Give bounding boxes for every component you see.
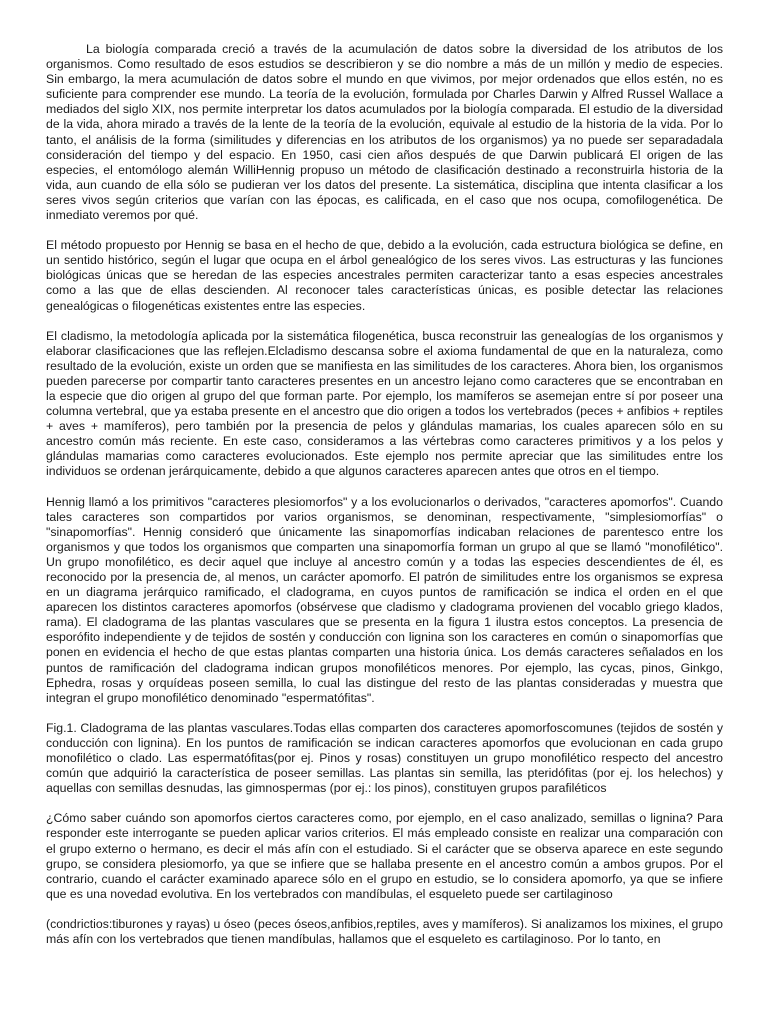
document-page bbox=[46, 42, 723, 962]
paragraph-intro: La biología comparada creció a través de la acumulación de datos sobre la diversidad de los atributos de los organismos. Como resultado de esos estudios se describieron y se dio nombre a más de un millón y medio de especies. Sin embargo, la mera acumulación de datos sobre el mundo en que vivimos, por mejor ordenados que ellos estén, no es suficiente para comprender ese mundo. La teoría de la evolución, formulada por Charles Darwin y Alfred Russel Wallace a mediados del siglo XIX, nos permite interpretar los datos acumulados por la biología comparada. El estudio de la diversidad de la vida, ahora mirado a través de la lente de la teoría de la evolución, equivale al estudio de la historia de la vida. Por lo tanto, el análisis de la forma (similitudes y diferencias en los atributos de los organismos) ya no puede ser separadadala consideración del tiempo y del espacio. En 1950, casi cien años después de que Darwin publicará El origen de las especies, el entomólogo alemán WilliHennig propuso un método de clasificación destinado a reconstruirla historia de la vida, aun cuando de ella sólo se pudieran ver los datos del presente. La sistemática, disciplina que intenta clasificar a los seres vivos según criterios que varían con las épocas, es calificada, en el caso que nos ocupa, comofilogenética. De inmediato veremos por qué. bbox=[46, 42, 723, 223]
paragraph-apomorfos-criterios: ¿Cómo saber cuándo son apomorfos ciertos caracteres como, por ejemplo, en el caso analizado, semillas o lignina? Para responder este interrogante se pueden aplicar varios criterios. El más empleado consiste en realizar una comparación con el grupo externo o hermano, es decir el más afín con el estudiado. Si el carácter que se observa aparece en este segundo grupo, se considera plesiomorfo, ya que se infiere que se hallaba presente en el ancestro común a ambos grupos. Por el contrario, cuando el carácter examinado aparece sólo en el grupo en estudio, se lo considera apomorfo, ya que se infiere que es una novedad evolutiva. En los vertebrados con mandíbulas, el esqueleto puede ser cartilaginoso bbox=[46, 811, 723, 901]
paragraph-condrictios: (condrictios:tiburones y rayas) u óseo (peces óseos,anfibios,reptiles, aves y mamíferos). Si analizamos los mixines, el grupo más afín con los vertebrados que tienen mandíbulas, hallamos que el esqueleto es cartilaginoso. Por lo tanto, en bbox=[46, 916, 723, 946]
paragraph-plesiomorfos-apomorfos: Hennig llamó a los primitivos "caracteres plesiomorfos" y a los evolucionarlos o derivados, "caracteres apomorfos". Cuando tales caracteres son compartidos por varios organismos, se denominan, respectivamente, "simplesiomorfías" o "sinapomorfías". Hennig consideró que únicamente las sinapomorfías indicaban relaciones de parentesco entre los organismos y que todos los organismos que comparten una sinapomorfía forman un grupo al que se llamó "monofilético". Un grupo monofilético, es decir aquel que incluye al ancestro común y a todas las especies descendientes de él, es reconocido por la presencia de, al menos, un carácter apomorfo. El patrón de similitudes entre los organismos se expresa en un diagrama jerárquico ramificado, el cladograma, en cuyos puntos de ramificación se indica el orden en el que aparecen los distintos caracteres apomorfos (obsérvese que cladismo y cladograma provienen del vocablo griego klados, rama). El cladograma de las plantas vasculares que se presenta en la figura 1 ilustra estos conceptos. La presencia de esporófito independiente y de tejidos de sostén y conducción con lignina son los caracteres en común o sinapomorfías que ponen en evidencia el hecho de que estas plantas comparten una historia única. Los demás caracteres señalados en los puntos de ramificación del cladograma indican grupos monofiléticos menores. Por ejemplo, las cycas, pinos, Ginkgo, Ephedra, rosas y orquídeas poseen semilla, lo cual las distingue del resto de las plantas consideradas y muestra que integran el grupo monofilético denominado "espermatófitas". bbox=[46, 494, 723, 705]
figure-caption: Fig.1. Cladograma de las plantas vasculares.Todas ellas comparten dos caracteres apomorfoscomunes (tejidos de sostén y conducción con lignina). En los puntos de ramificación se indican caracteres apomorfos que evolucionan en cada grupo monofilético o clado. Las espermatófitas(por ej. Pinos y rosas) constituyen un grupo monofilético respecto del ancestro común que adquirió la característica de poseer semillas. Las plantas sin semilla, las pteridófitas (por ej. los helechos) y aquellas con semillas desnudas, las gimnospermas (por ej.: los pinos), constituyen grupos parafiléticos bbox=[46, 720, 723, 796]
paragraph-cladismo: El cladismo, la metodología aplicada por la sistemática filogenética, busca reconstruir las genealogías de los organismos y elaborar clasificaciones que las reflejen.Elcladismo descansa sobre el axioma fundamental de que en la naturaleza, como resultado de la evolución, existe un orden que se manifiesta en las similitudes de los caracteres. Ahora bien, los organismos pueden parecerse por compartir tanto caracteres presentes en un ancestro lejano como caracteres que se encontraban en la especie que dio origen al grupo del que forman parte. Por ejemplo, los mamíferos se asemejan entre sí por poseer una columna vertebral, que ya estaba presente en el ancestro que dio origen a todos los vertebrados (peces + anfibios + reptiles + aves + mamíferos), pero también por la presencia de pelos y glándulas mamarias, los cuales aparecen sólo en su ancestro común más reciente. En este caso, consideramos a las vértebras como caracteres primitivos y a los pelos y glándulas mamarias como caracteres evolucionados. Este ejemplo nos permite apreciar que las similitudes entre los individuos se ordenan jerárquicamente, debido a que algunos caracteres aparecen antes que otros en el tiempo. bbox=[46, 328, 723, 479]
paragraph-hennig-method: El método propuesto por Hennig se basa en el hecho de que, debido a la evolución, cada estructura biológica se define, en un sentido histórico, según el lugar que ocupa en el árbol genealógico de los seres vivos. Las estructuras y las funciones biológicas únicas que se heredan de las especies ancestrales permiten caracterizar tanto a esas especies ancestrales como a las que de ellas descienden. Al reconocer tales características únicas, es posible detectar las relaciones genealógicas o filogenéticas existentes entre las especies. bbox=[46, 238, 723, 313]
